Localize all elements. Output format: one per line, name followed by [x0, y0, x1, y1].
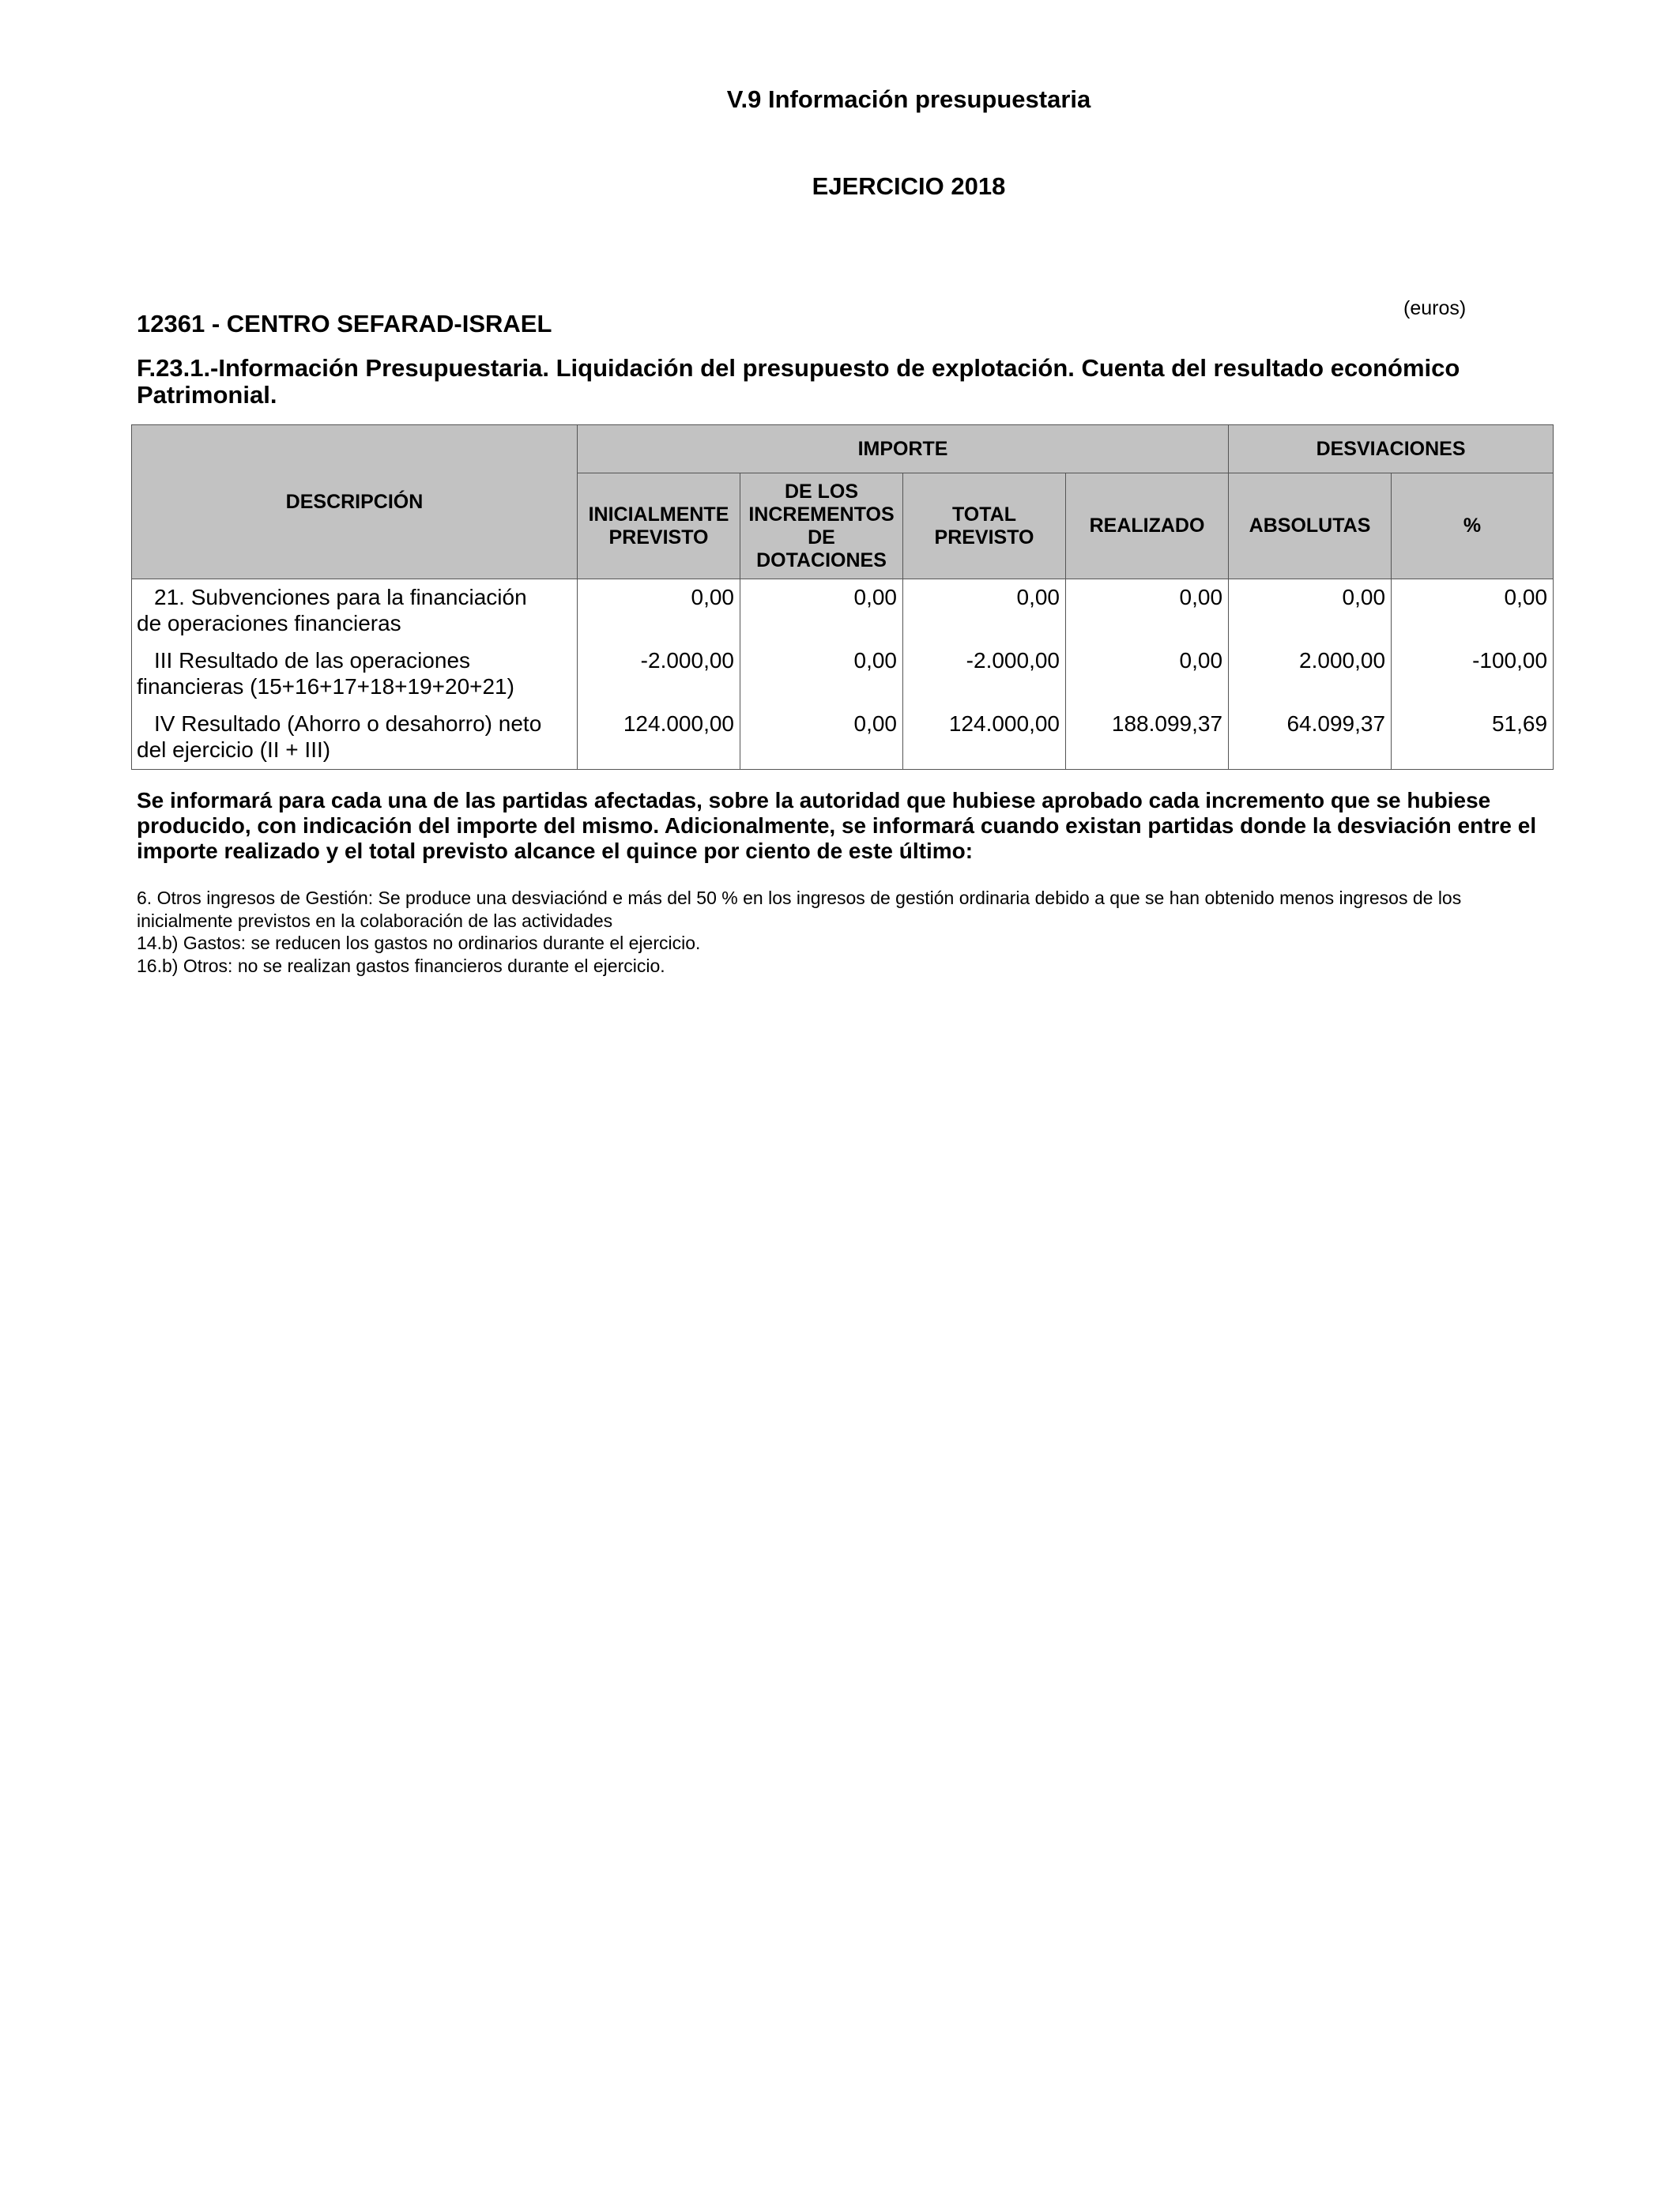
cell-inicialmente-previsto: 124.000,00	[578, 706, 740, 770]
cell-porcentaje: 51,69	[1392, 706, 1554, 770]
cell-absolutas: 0,00	[1229, 579, 1392, 643]
section-title: F.23.1.-Información Presupuestaria. Liquidación del presupuesto de explotación. Cuenta del resultado económico Patrimonial.	[137, 354, 1460, 409]
fiscal-year-heading: EJERCICIO 2018	[812, 172, 1006, 200]
cell-porcentaje: -100,00	[1392, 643, 1554, 706]
header-porcentaje: %	[1392, 473, 1554, 579]
cell-incrementos: 0,00	[740, 579, 903, 643]
header-incrementos-dotaciones: DE LOS INCREMENTOS DE DOTACIONES	[740, 473, 903, 579]
cell-realizado: 0,00	[1066, 643, 1229, 706]
budget-table	[131, 424, 1554, 770]
row-description-line1: III Resultado de las operaciones	[154, 648, 471, 673]
row-description	[132, 643, 578, 706]
cell-porcentaje: 0,00	[1392, 579, 1554, 643]
cell-incrementos: 0,00	[740, 643, 903, 706]
header-importe: IMPORTE	[578, 425, 1229, 473]
cell-incrementos: 0,00	[740, 706, 903, 770]
note-item: 6. Otros ingresos de Gestión: Se produce una desviaciónd e más del 50 % en los ingresos de gestión ordinaria debido a que se han obtenido menos ingresos de los inicialmente previstos en la colaboración de las actividades	[137, 888, 1462, 931]
row-description-line1: 21. Subvenciones para la financiación	[154, 585, 527, 609]
cell-inicialmente-previsto: -2.000,00	[578, 643, 740, 706]
row-description-line2: del ejercicio (II + III)	[137, 737, 331, 762]
cell-absolutas: 2.000,00	[1229, 643, 1392, 706]
header-absolutas: ABSOLUTAS	[1229, 473, 1392, 579]
entity-name: 12361 - CENTRO SEFARAD-ISRAEL	[137, 310, 552, 337]
cell-total-previsto: -2.000,00	[903, 643, 1066, 706]
header-total-previsto: TOTAL PREVISTO	[903, 473, 1066, 579]
deviation-notice: Se informará para cada una de las partidas afectadas, sobre la autoridad que hubiese aprobado cada incremento que se hubiese producido, con indicación del importe del mismo. Adicionalmente, se informará cuando existan partidas donde la desviación entre el importe realizado y el total previsto alcance el quince por ciento de este último:	[137, 788, 1537, 863]
row-description-line2: de operaciones financieras	[137, 611, 401, 635]
table-row	[132, 643, 1554, 706]
row-description	[132, 579, 578, 643]
row-description	[132, 706, 578, 770]
header-inicialmente-previsto: INICIALMENTE PREVISTO	[578, 473, 740, 579]
page-title: V.9 Información presupuestaria	[726, 85, 1091, 113]
notes-list	[137, 887, 1559, 977]
cell-inicialmente-previsto: 0,00	[578, 579, 740, 643]
table-row	[132, 579, 1554, 643]
note-item: 16.b) Otros: no se realizan gastos financieros durante el ejercicio.	[137, 955, 665, 976]
cell-absolutas: 64.099,37	[1229, 706, 1392, 770]
cell-total-previsto: 124.000,00	[903, 706, 1066, 770]
cell-realizado: 188.099,37	[1066, 706, 1229, 770]
row-description-line2: financieras (15+16+17+18+19+20+21)	[137, 674, 514, 699]
currency-units-label: (euros)	[1403, 297, 1467, 319]
cell-total-previsto: 0,00	[903, 579, 1066, 643]
table-row	[132, 706, 1554, 770]
row-description-line1: IV Resultado (Ahorro o desahorro) neto	[154, 711, 542, 736]
header-descripcion: DESCRIPCIÓN	[132, 425, 578, 579]
header-desviaciones: DESVIACIONES	[1229, 425, 1554, 473]
note-item: 14.b) Gastos: se reducen los gastos no ordinarios durante el ejercicio.	[137, 933, 701, 953]
cell-realizado: 0,00	[1066, 579, 1229, 643]
header-realizado: REALIZADO	[1066, 473, 1229, 579]
